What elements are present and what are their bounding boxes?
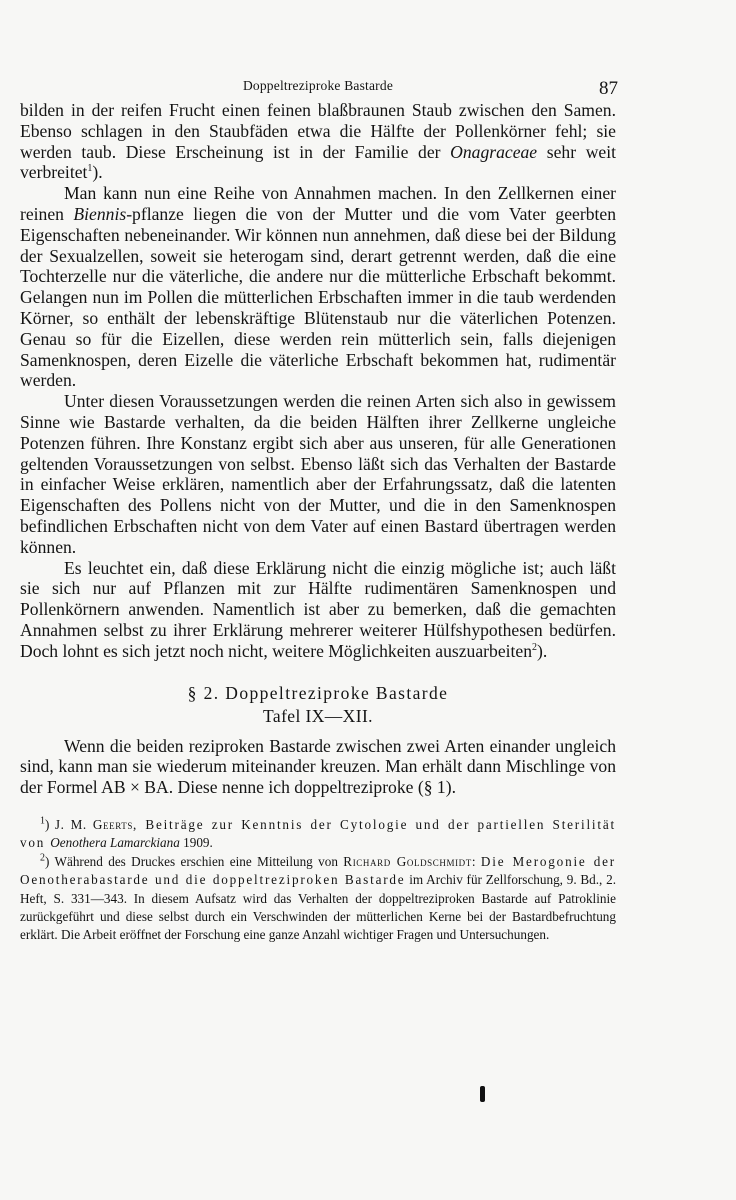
paragraph-4 xyxy=(20,558,616,662)
paragraph-2 xyxy=(20,183,616,391)
paragraph-2-text-b: -pflanze liegen die von der Mutter und die vom Vater geerbten Eigenschaften nebeneinander. Wir können nun annehmen, daß diese bei der Bildung der Sexualzellen, soweit sie heterogam sind, derart getrennt werden, daß die eine Tochterzelle nur die väterliche, die andere nur die mütterliche Erbschaft bekommt. Gelangen nun im Pollen die mütterlichen Erbschaften immer in die taub werdenden Körner, so enthält der lebenskräftige Blütenstaub nur die väterlichen Potenzen. Genau so für die Eizellen, diese werden rein mütterlich sein, falls diejenigen Samenknospen, deren Eizelle die väterliche Erbschaft bekommen hat, rudimentär werden. xyxy=(20,203,616,391)
footnote-2-colon: : xyxy=(471,853,481,869)
section-subheading: Tafel IX—XII. xyxy=(263,705,373,726)
paragraph-4-text: Es leuchtet ein, daß diese Erklärung nicht die einzig mögliche ist; auch läßt sie sich nur auf Pflanzen mit zur Hälfte rudimentären Samenknospen und Pollenkörnern anwenden. Namentlich ist aber zu bemerken, daß die gemachten Annahmen selbst zu ihrer Erklärung mehrerer weiterer Hülfshypothesen bedürfen. Doch lohnt es sich jetzt noch nicht, weitere Möglichkeiten auszuarbeiten xyxy=(20,557,616,661)
footnote-1-author: J. M. Geerts xyxy=(54,816,133,832)
footnote-1: $^1$) J. M. Geerts, Beiträge zur Kenntnis der Cytologie und der partiellen Sterilität von Oenothera Lamarckiana 1909. xyxy=(20,815,616,851)
paragraph-1 xyxy=(20,100,616,183)
footnote-2-author: Richard Goldschmidt xyxy=(343,853,472,869)
paragraph-1-text-b: sehr weit verbreitet xyxy=(20,141,616,183)
footnote-1-year: 1909. xyxy=(179,835,213,851)
paragraph-2-text: Man kann nun eine Reihe von Annahmen machen. In den Zellkernen einer reinen xyxy=(20,183,616,224)
footnote-ref-1[interactable]: 1 xyxy=(87,163,93,175)
paragraph-5: Wenn die beiden reziproken Bastarde zwischen zwei Arten einander ungleich sind, kann man sie wiederum miteinander kreuzen. Man erhält dann Mischlinge von der Formel AB × BA. Diese nenne ich doppeltreziproke (§ 1). xyxy=(20,735,616,798)
footnote-2-marker: 2 xyxy=(40,852,45,864)
italic-term-biennis: Biennis xyxy=(73,203,127,224)
italic-term-onagraceae: Onagraceae xyxy=(450,141,538,162)
footnote-2: $^2$) Während des Druckes erschien eine Mitteilung von Richard Goldschmidt: Die Merogonie der Oenotherabastarde und die doppeltreziproken Bastarde im Archiv für Zellforschung, 9. Bd., 2. Heft, S. 331—343. In diesem Aufsatz wird das Verhalten der doppeltreziproken Bastarde auf Patroklinie zurückgeführt und diese selbst durch ein Verschwinden der mütterlichen Kerne bei der Bastardbefruchtung erklärt. Die Arbeit eröffnet der Forschung eine ganze Anzahl wichtiger Fragen und Untersuchungen. xyxy=(20,852,617,943)
footnote-2-text-c: im Archiv für Zellforschung, 9. Bd., 2. Heft, S. 331—343. In diesem Aufsatz wird das Verhalten der doppeltreziproken Bastarde auf Patroklinie zurückgeführt und diese selbst durch ein Verschwinden der mütterlichen Kerne bei der Bastardbefruchtung erklärt. Die Arbeit eröffnet der Forschung eine ganze Anzahl wichtiger Fragen und Untersuchungen. xyxy=(20,872,617,943)
running-head: Doppeltreziproke Bastarde xyxy=(242,78,394,93)
footnote-2-title: Die Merogonie der Oenotherabastarde und die doppeltreziproken Bastarde xyxy=(20,853,616,888)
ink-blot-mark xyxy=(480,1086,485,1102)
section-heading: § 2. Doppeltreziproke Bastarde xyxy=(187,682,449,703)
paragraph-4-text-b: ). xyxy=(537,640,548,661)
page-header xyxy=(20,70,616,100)
paragraph-1-text: bilden in der reifen Frucht einen feinen blaßbraunen Staub zwischen den Samen. Ebenso schlagen in den Staubfäden etwa die Hälfte der Pollenkörner fehl; sie werden taub. Diese Erscheinung ist in der Familie der xyxy=(20,100,616,162)
page-number: 87 xyxy=(599,78,618,99)
footnotes xyxy=(20,816,616,945)
footnote-1-marker: 1 xyxy=(40,815,45,827)
book-page xyxy=(20,70,616,945)
footnote-1-italic: Oenothera Lamarckiana xyxy=(50,835,180,851)
paragraph-1-text-c: ). xyxy=(92,162,103,183)
body-text xyxy=(20,100,616,798)
paragraph-3: Unter diesen Voraussetzungen werden die reinen Arten sich also in gewissem Sinne wie Bastarde verhalten, da die beiden Hälften ihrer Zellkerne ungleiche Potenzen führen. Ihre Konstanz ergibt sich aber aus unseren, für alle Generationen geltenden Voraussetzungen von selbst. Ebenso läßt sich das Verhalten der Bastarde in einfacher Weise erklären, namentlich aber der Erfahrungssatz, daß die latenten Eigenschaften des Pollens nicht von der Mutter, und die in den Samenknospen befindlichen Erbschaften nicht von dem Vater auf einen Bastard übertragen werden können. xyxy=(20,391,616,557)
footnote-1-title: , Beiträge zur Kenntnis der Cytologie und der partiellen Sterilität von xyxy=(20,816,616,851)
footnote-ref-2[interactable]: 2 xyxy=(532,641,538,653)
footnote-2-text: Während des Druckes erschien eine Mitteilung von xyxy=(54,853,344,869)
